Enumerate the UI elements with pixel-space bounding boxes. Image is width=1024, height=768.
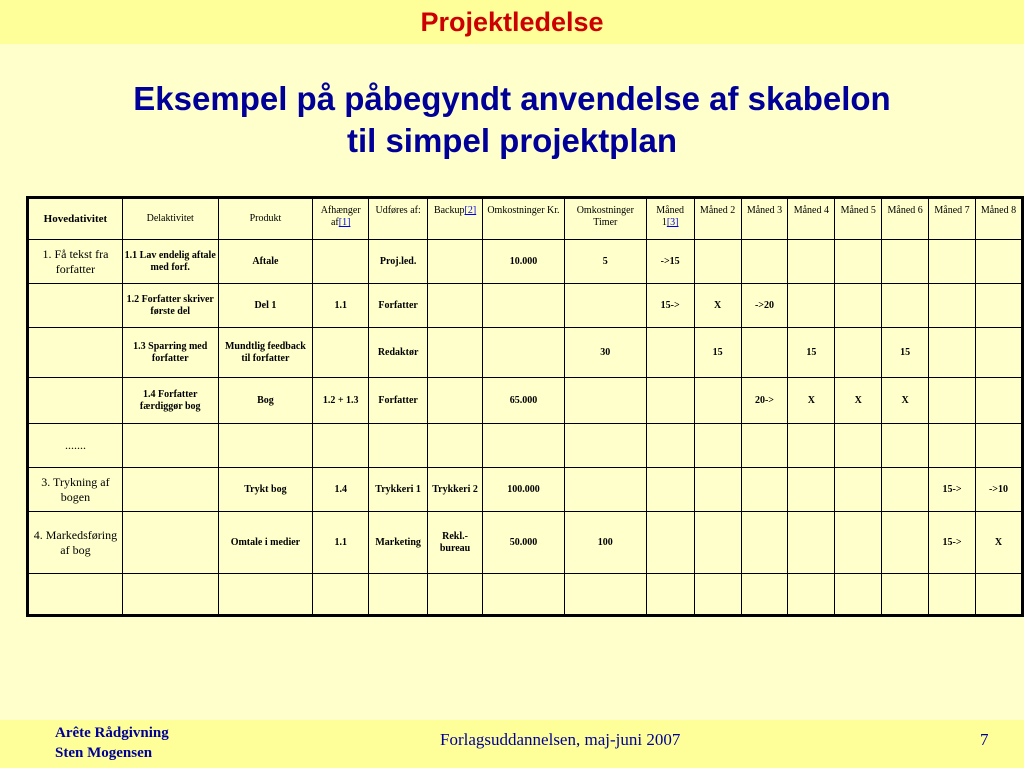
table-cell: 100.000 (483, 468, 565, 512)
table-row (28, 240, 1023, 284)
header-title: Projektledelse (420, 7, 604, 37)
header-afhaenger (313, 198, 369, 240)
header-backup (428, 198, 483, 240)
table-cell (882, 424, 929, 468)
footnote-link-2[interactable]: [2] (464, 205, 477, 216)
table-cell: ->10 (975, 468, 1022, 512)
table-cell (313, 328, 369, 378)
table-cell: Bog (218, 378, 313, 424)
table-cell: Omtale i medier (218, 512, 313, 574)
table-cell: Marketing (369, 512, 428, 574)
table-cell (788, 512, 835, 574)
table-cell (835, 284, 882, 328)
table-cell (564, 378, 646, 424)
table-cell: 50.000 (483, 512, 565, 574)
table-cell (975, 378, 1022, 424)
table-cell (483, 574, 565, 616)
header-maaned-1-label: Måned 1 (656, 205, 685, 228)
table-cell: 1.2 + 1.3 (313, 378, 369, 424)
table-cell (975, 284, 1022, 328)
footer-author (55, 723, 169, 763)
table-cell (929, 378, 976, 424)
footer (0, 720, 1024, 768)
table-cell: 15 (882, 328, 929, 378)
table-cell: Proj.led. (369, 240, 428, 284)
header-produkt: Produkt (218, 198, 313, 240)
table-cell (369, 574, 428, 616)
table-cell (28, 284, 123, 328)
table-cell: 15-> (646, 284, 694, 328)
header-omk-kr: Omkostninger Kr. (483, 198, 565, 240)
table-cell: ->15 (646, 240, 694, 284)
table-cell: 1. Få tekst fra forfatter (28, 240, 123, 284)
table-cell (218, 574, 313, 616)
table-cell: X (975, 512, 1022, 574)
table-cell: 15 (788, 328, 835, 378)
table-cell: X (882, 378, 929, 424)
table-cell (882, 468, 929, 512)
table-cell (483, 284, 565, 328)
table-cell (313, 574, 369, 616)
table-cell: ....... (28, 424, 123, 468)
table-cell (929, 424, 976, 468)
table-cell: 1.3 Sparring med forfatter (122, 328, 218, 378)
footnote-link-3[interactable]: [3] (666, 217, 679, 228)
table-cell (694, 240, 741, 284)
table-cell: Aftale (218, 240, 313, 284)
table-cell (313, 240, 369, 284)
table-cell: 1.2 Forfatter skriver første del (122, 284, 218, 328)
table-cell (122, 424, 218, 468)
header-maaned-7: Måned 7 (929, 198, 976, 240)
table-cell (646, 512, 694, 574)
table-cell (929, 328, 976, 378)
table-cell: 65.000 (483, 378, 565, 424)
page-number: 7 (980, 730, 989, 749)
table-cell: 15 (694, 328, 741, 378)
table-cell (28, 328, 123, 378)
table-cell (428, 378, 483, 424)
table-cell (28, 574, 123, 616)
table-cell: Trykkeri 2 (428, 468, 483, 512)
footer-company: Arête Rådgivning (55, 725, 169, 741)
table-cell (835, 468, 882, 512)
table-cell: 1.1 (313, 512, 369, 574)
table-cell (882, 284, 929, 328)
table-cell (788, 574, 835, 616)
table-cell (646, 574, 694, 616)
table-cell (975, 424, 1022, 468)
table-cell (882, 240, 929, 284)
table-cell (929, 574, 976, 616)
table-cell: 1.1 Lav endelig aftale med forf. (122, 240, 218, 284)
header-udfoeres: Udføres af: (369, 198, 428, 240)
table-cell (428, 284, 483, 328)
footer-course: Forlagsuddannelsen, maj-juni 2007 (440, 730, 681, 749)
footer-person: Sten Mogensen (55, 745, 153, 761)
slide-title-line2: til simpel projektplan (346, 122, 678, 159)
table-cell (975, 574, 1022, 616)
table-row (28, 378, 1023, 424)
table-cell (694, 574, 741, 616)
table-cell: Mundtlig feedback til forfatter (218, 328, 313, 378)
table-cell: Rekl.-bureau (428, 512, 483, 574)
table-cell (564, 284, 646, 328)
table-cell (835, 240, 882, 284)
table-row (28, 468, 1023, 512)
table-cell: Redaktør (369, 328, 428, 378)
table-cell (882, 574, 929, 616)
table-cell: Forfatter (369, 284, 428, 328)
table-cell (835, 424, 882, 468)
table-cell (741, 328, 788, 378)
table-cell: X (694, 284, 741, 328)
table-cell: 1.4 Forfatter færdiggør bog (122, 378, 218, 424)
table-cell (646, 424, 694, 468)
table-cell (122, 574, 218, 616)
table-cell (741, 512, 788, 574)
header-bar (0, 0, 1024, 44)
table-row (28, 424, 1023, 468)
table-cell: 15-> (929, 512, 976, 574)
table-cell: 1.4 (313, 468, 369, 512)
table-row (28, 512, 1023, 574)
table-body (28, 240, 1023, 616)
project-plan-table (26, 196, 1024, 617)
table-cell: Forfatter (369, 378, 428, 424)
table-cell (694, 512, 741, 574)
table-cell (483, 424, 565, 468)
table-cell (313, 424, 369, 468)
table-cell (788, 240, 835, 284)
table-header-row (28, 198, 1023, 240)
table-cell (975, 240, 1022, 284)
table-cell (428, 424, 483, 468)
header-maaned-3: Måned 3 (741, 198, 788, 240)
header-hovedaktivitet: Hovedativitet (28, 198, 123, 240)
table-cell: 3. Trykning af bogen (28, 468, 123, 512)
table-cell: 4. Markedsføring af bog (28, 512, 123, 574)
table-cell: 15-> (929, 468, 976, 512)
table-cell: Trykt bog (218, 468, 313, 512)
table-cell: X (835, 378, 882, 424)
header-maaned-6: Måned 6 (882, 198, 929, 240)
table-cell (788, 468, 835, 512)
table-row (28, 284, 1023, 328)
footnote-link-1[interactable]: [1] (338, 217, 351, 228)
table-cell (428, 240, 483, 284)
header-delaktivitet: Delaktivitet (122, 198, 218, 240)
header-afhaenger-label: Afhænger af (320, 205, 361, 228)
table-cell (835, 328, 882, 378)
table-row (28, 328, 1023, 378)
table-cell: Trykkeri 1 (369, 468, 428, 512)
table-cell: Del 1 (218, 284, 313, 328)
header-maaned-4: Måned 4 (788, 198, 835, 240)
table-cell (694, 468, 741, 512)
table-cell (741, 468, 788, 512)
table-cell (694, 424, 741, 468)
table-cell (122, 512, 218, 574)
table-cell (564, 468, 646, 512)
header-backup-label: Backup (433, 205, 465, 216)
table-cell (741, 424, 788, 468)
table-cell (929, 284, 976, 328)
table-row (28, 574, 1023, 616)
table-cell (28, 378, 123, 424)
table-cell: X (788, 378, 835, 424)
table-cell (741, 240, 788, 284)
table-cell: ->20 (741, 284, 788, 328)
table-cell (218, 424, 313, 468)
table-cell (428, 328, 483, 378)
table-cell (835, 512, 882, 574)
table-cell (694, 378, 741, 424)
table-cell (483, 328, 565, 378)
table-cell (741, 574, 788, 616)
table-cell (564, 424, 646, 468)
table-cell (788, 284, 835, 328)
slide-title-line1: Eksempel på påbegyndt anvendelse af skabelon (133, 80, 891, 117)
header-maaned-8: Måned 8 (975, 198, 1022, 240)
table-cell (369, 424, 428, 468)
table-cell (122, 468, 218, 512)
table-cell (882, 512, 929, 574)
table-cell (835, 574, 882, 616)
table-cell (564, 574, 646, 616)
table-cell (929, 240, 976, 284)
table-cell (788, 424, 835, 468)
table-cell: 30 (564, 328, 646, 378)
header-maaned-2: Måned 2 (694, 198, 741, 240)
header-maaned-1 (646, 198, 694, 240)
header-omk-timer: Omkostninger Timer (564, 198, 646, 240)
table-cell: 20-> (741, 378, 788, 424)
table-cell: 10.000 (483, 240, 565, 284)
slide-title (0, 78, 1024, 162)
table-cell: 1.1 (313, 284, 369, 328)
table-cell: 100 (564, 512, 646, 574)
table-cell (646, 328, 694, 378)
header-maaned-5: Måned 5 (835, 198, 882, 240)
table-cell (975, 328, 1022, 378)
table-cell (646, 378, 694, 424)
table-cell (646, 468, 694, 512)
table-cell (428, 574, 483, 616)
table-cell: 5 (564, 240, 646, 284)
